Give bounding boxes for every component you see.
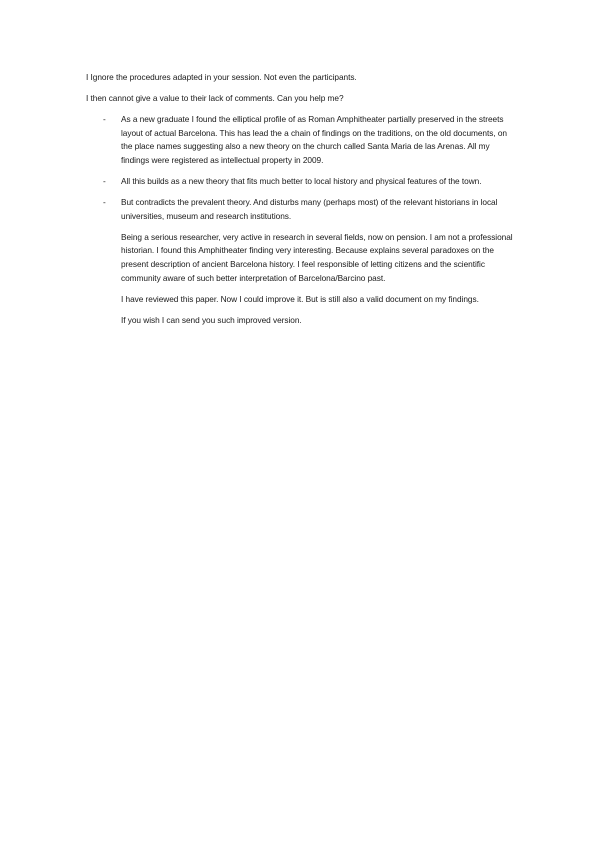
bullet-dash: -	[103, 176, 106, 187]
bullet-dash: -	[103, 197, 106, 208]
document-page	[86, 71, 516, 335]
bullet-item-2	[86, 175, 516, 189]
closing-paragraph-2: I have reviewed this paper. Now I could improve it. But is still also a valid document on my findings.	[121, 293, 479, 304]
bullet-item-3	[86, 196, 516, 223]
bullet-item-1	[86, 113, 516, 167]
bullet-text-1: As a new graduate I found the elliptical profile of as Roman Amphitheater partially preserved in the streets layout of actual Barcelona. This has lead the a chain of findings on the traditions, on the old documents, on the place names suggesting also a new theory on the church called Santa Maria de las Arenas. All my findings were registered as intellectual property in 2009.	[121, 114, 507, 165]
intro-paragraph-2: I then cannot give a value to their lack of comments. Can you help me?	[86, 93, 344, 104]
intro-paragraph-1: I Ignore the procedures adapted in your session. Not even the participants.	[86, 72, 357, 82]
closing-paragraph-1: Being a serious researcher, very active in research in several fields, now on pension. I am not a professional historian. I found this Amphitheater finding very interesting. Because explains several paradoxes on the present description of ancient Barcelona history. I feel responsible of letting citizens and the scientific community aware of such better interpretation of Barcelona/Barcino past.	[121, 231, 513, 283]
closing-paragraph-3: If you wish I can send you such improved version.	[121, 314, 302, 325]
bullet-text-2: All this builds as a new theory that fits much better to local history and physical features of the town.	[121, 176, 482, 187]
bullet-dash: -	[103, 114, 106, 125]
bullet-text-3: But contradicts the prevalent theory. And disturbs many (perhaps most) of the relevant historians in local universities, museum and research institutions.	[121, 197, 498, 221]
